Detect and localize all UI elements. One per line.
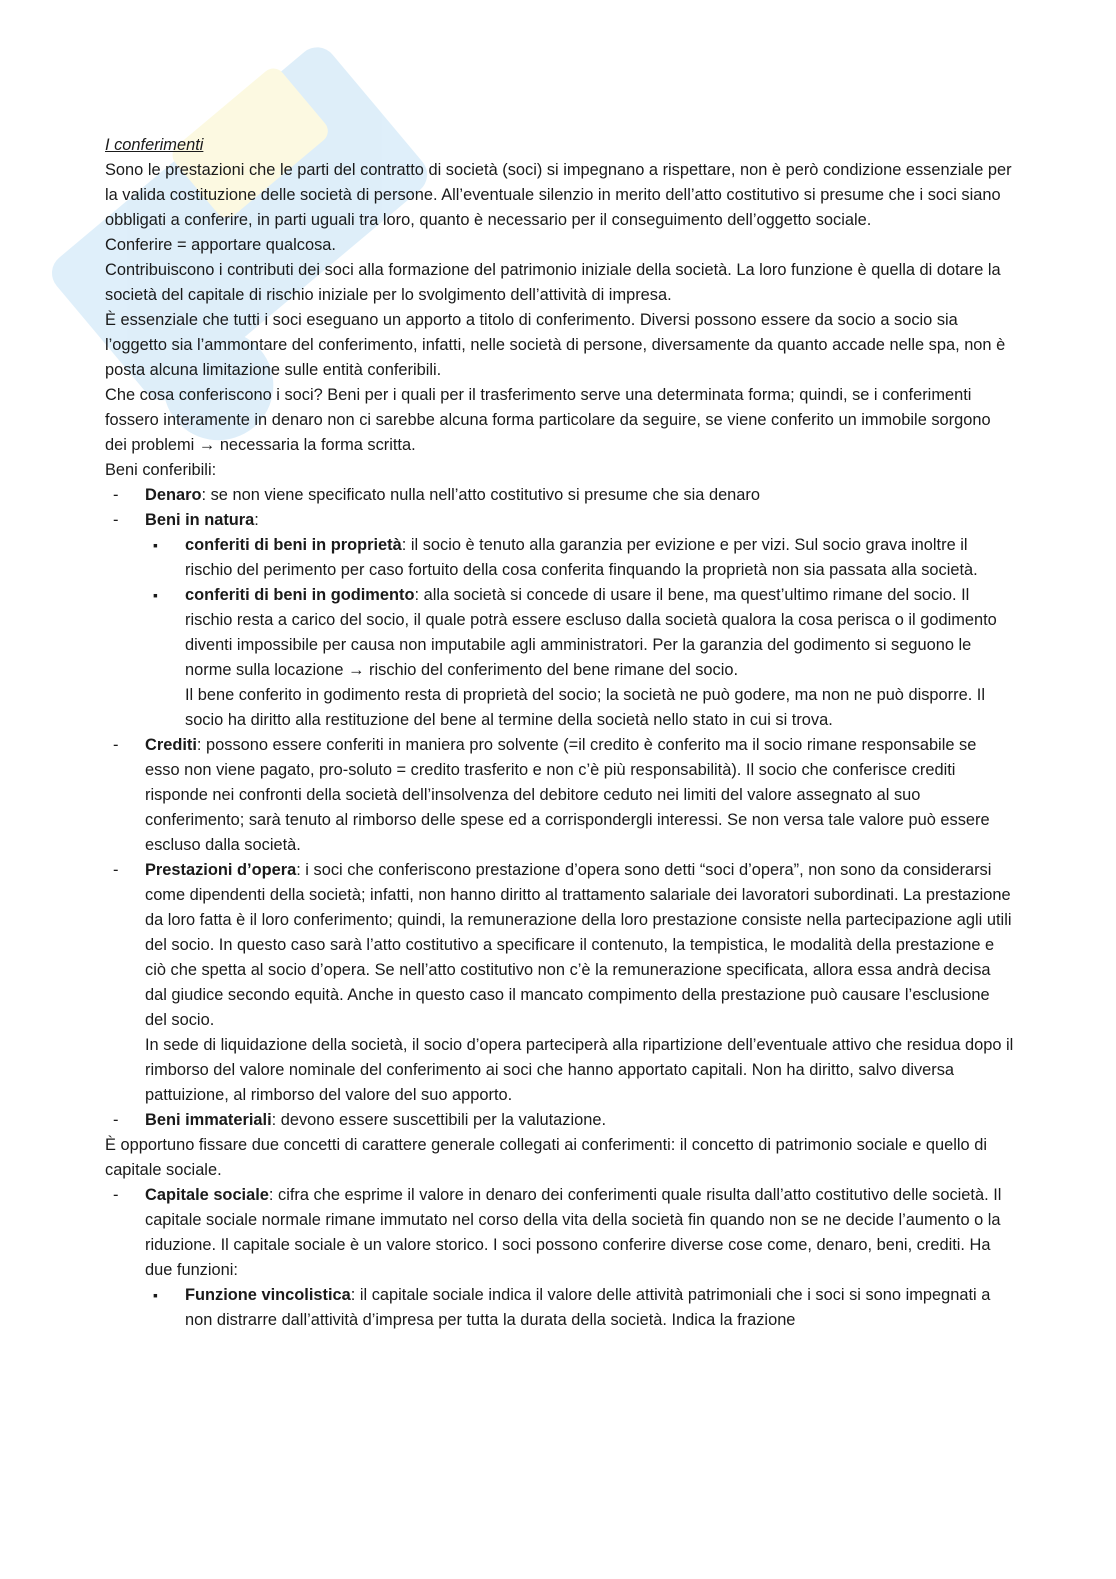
opera-paragraph-2: In sede di liquidazione della società, il socio d’opera parteciperà alla ripartizione dell’eventuale attivo che residua dopo il rimborso del valore nominale del conferimento ai soci che hanno apportato capitali. Non ha diritto, salvo diversa pattuizione, al rimborso del valore del suo apporto. (145, 1036, 1014, 1104)
natura-sublist (145, 533, 1015, 733)
arrow-icon: → (198, 436, 216, 454)
section-heading: I conferimenti (105, 136, 204, 154)
beni-conferibili-label: Beni conferibili: (105, 461, 217, 479)
list-item-beni-in-natura: - Beni in natura: ▪ conferiti di beni in proprietà: il socio è tenuto alla garanzia per evizione e per vizi. Sul socio grava inoltre il rischio del perimento per caso fortuito della cosa conferita finquando la proprietà non sia passata alla società. ▪ conferiti di beni in godimento: alla società si concede di usare il bene, ma quest’ultimo rimane del socio. Il rischio resta a carico del socio, il quale potrà essere escluso dalla società qualora la cosa perisca o il godimento diventi impossibile per causa non imputabile agli amministratori. Per la garanzia del godimento si seguono le norme sulla locazione → rischio del conferimento del bene rimane del socio. Il bene conferito in godimento resta di proprietà del socio; la società ne può godere, ma non ne può disporre. Il socio ha diritto alla restituzione del bene al termine della società nello stato in cui si trova. (105, 508, 1015, 733)
concetti-paragraph: È opportuno fissare due concetti di carattere generale collegati ai conferimenti: il concetto di patrimonio sociale e quello di capitale sociale. (105, 1136, 987, 1179)
list-item-beni-immateriali: - Beni immateriali: devono essere suscettibili per la valutazione. (105, 1108, 1015, 1133)
intro-paragraph-3: Contribuiscono i contributi dei soci alla formazione del patrimonio iniziale della società. La loro funzione è quella di dotare la società del capitale di rischio iniziale per lo svolgimento dell’attività di impresa. (105, 261, 1001, 304)
arrow-icon: → (348, 661, 365, 679)
intro-paragraph-2: Conferire = apportare qualcosa. (105, 236, 336, 254)
list-item-proprieta: ▪ conferiti di beni in proprietà: il socio è tenuto alla garanzia per evizione e per vizi. Sul socio grava inoltre il rischio del perimento per caso fortuito della cosa conferita finquando la proprietà non sia passata alla società. (145, 533, 1015, 583)
list-item-denaro: - Denaro: se non viene specificato nulla nell’atto costitutivo si presume che sia denaro (105, 483, 1015, 508)
capitale-list (105, 1183, 1015, 1333)
beni-list (105, 483, 1015, 1133)
list-item-crediti: - Crediti: possono essere conferiti in maniera pro solvente (=il credito è conferito ma il socio rimane responsabile se esso non viene pagato, pro-soluto = credito trasferito e non c’è più responsabilità). Il socio che conferisce crediti risponde nei confronti della società dell’insolvenza del debitore ceduto nei limiti del valore assegnato al suo conferimento; sarà tenuto al rimborso delle spese ed a corrispondergli interessi. Se non versa tale valore può essere escluso dalla società. (105, 733, 1015, 858)
capitale-sublist (145, 1283, 1015, 1333)
document-body (105, 133, 1015, 1333)
list-item-capitale-sociale: - Capitale sociale: cifra che esprime il valore in denaro dei conferimenti quale risulta dall’atto costitutivo delle società. Il capitale sociale normale rimane immutato nel corso della vita della società fin quando non se ne decide l’aumento o la riduzione. Il capitale sociale è un valore storico. I soci possono conferire diverse cose come, denaro, beni, crediti. Ha due funzioni: ▪ Funzione vincolistica: il capitale sociale indica il valore delle attività patrimoniali che i soci si sono impegnati a non distrarre dall’attività d’impresa per tutta la durata della società. Indica la frazione (105, 1183, 1015, 1333)
list-item-funzione-vincolistica: ▪ Funzione vincolistica: il capitale sociale indica il valore delle attività patrimoniali che i soci si sono impegnati a non distrarre dall’attività d’impresa per tutta la durata della società. Indica la frazione (145, 1283, 1015, 1333)
intro-paragraph-1: Sono le prestazioni che le parti del contratto di società (soci) si impegnano a rispettare, non è però condizione essenziale per la valida costituzione delle società di persone. All’eventuale silenzio in merito dell’atto costitutivo si presume che i soci siano obbligati a conferire, in parti uguali tra loro, quanto è necessario per il conseguimento dell’oggetto sociale. (105, 161, 1012, 229)
intro-paragraph-4: È essenziale che tutti i soci eseguano un apporto a titolo di conferimento. Diversi possono essere da socio a socio sia l’oggetto sia l’ammontare del conferimento, infatti, nelle società di persone, diversamente da quanto accade nelle spa, non è posta alcuna limitazione sulle entità conferibili. (105, 311, 1006, 379)
godimento-paragraph-2: Il bene conferito in godimento resta di proprietà del socio; la società ne può godere, ma non ne può disporre. Il socio ha diritto alla restituzione del bene al termine della società nello stato in cui si trova. (185, 686, 985, 729)
list-item-godimento: ▪ conferiti di beni in godimento: alla società si concede di usare il bene, ma quest’ultimo rimane del socio. Il rischio resta a carico del socio, il quale potrà essere escluso dalla società qualora la cosa perisca o il godimento diventi impossibile per causa non imputabile agli amministratori. Per la garanzia del godimento si seguono le norme sulla locazione → rischio del conferimento del bene rimane del socio. Il bene conferito in godimento resta di proprietà del socio; la società ne può godere, ma non ne può disporre. Il socio ha diritto alla restituzione del bene al termine della società nello stato in cui si trova. (145, 583, 1015, 733)
question-paragraph: Che cosa conferiscono i soci? Beni per i quali per il trasferimento serve una determinata forma; quindi, se i conferimenti fossero interamente in denaro non ci sarebbe alcuna forma particolare da seguire, se viene conferito un immobile sorgono dei problemi → necessaria la forma scritta. (105, 383, 1015, 458)
list-item-prestazioni-opera: - Prestazioni d’opera: i soci che conferiscono prestazione d’opera sono detti “soci d’opera”, non sono da considerarsi come dipendenti della società; infatti, non hanno diritto al trattamento salariale dei lavoratori subordinati. La prestazione da loro fatta è il loro conferimento; quindi, la remunerazione della loro prestazione consiste nella partecipazione agli utili del socio. In questo caso sarà l’atto costitutivo a specificare il contenuto, la tempistica, le modalità della prestazione e ciò che spetta al socio d’opera. Se nell’atto costitutivo non c’è la remunerazione specificata, allora essa andrà decisa dal giudice secondo equità. Anche in questo caso il mancato compimento della prestazione può causare l’esclusione del socio. In sede di liquidazione della società, il socio d’opera parteciperà alla ripartizione dell’eventuale attivo che residua dopo il rimborso del valore nominale del conferimento ai soci che hanno apportato capitali. Non ha diritto, salvo diversa pattuizione, al rimborso del valore del suo apporto. (105, 858, 1015, 1108)
